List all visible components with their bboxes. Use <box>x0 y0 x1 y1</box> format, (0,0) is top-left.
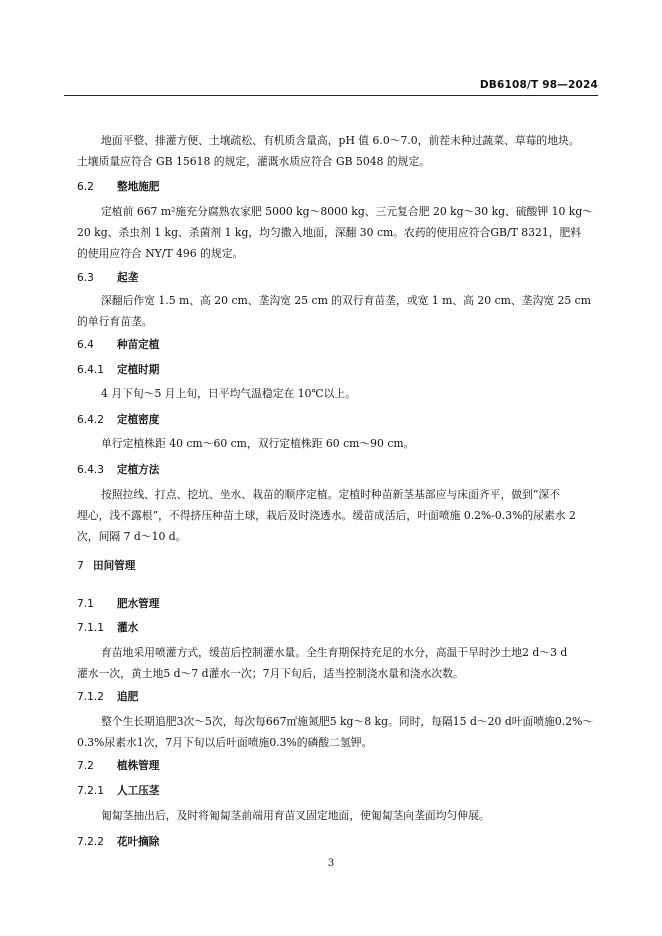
heading-7-2-2 <box>77 834 159 849</box>
paragraph-soil-fertilization <box>77 201 603 264</box>
heading-title: 田间管理 <box>93 560 136 572</box>
heading-number: 7.2.1 <box>77 785 104 797</box>
paragraph-planting-density <box>77 433 603 454</box>
heading-title: 定植方法 <box>117 464 160 476</box>
heading-title: 追肥 <box>117 691 139 703</box>
heading-title: 花叶摘除 <box>117 836 160 848</box>
heading-number: 7.1.1 <box>77 622 104 634</box>
paragraph-site-selection <box>77 130 603 172</box>
document-number: DB6108/T 98—2024 <box>479 79 598 91</box>
text-line: 整个生长期追肥3次～5次，每次每667㎡施氮肥5 kg～8 kg。同时，每隔15 d～20 d叶面喷施0.2%～ <box>101 715 594 728</box>
heading-number: 7.2 <box>77 760 94 772</box>
heading-number: 6.4.1 <box>77 364 104 376</box>
text-line: 20 kg、杀虫剂 1 kg、杀菌剂 1 kg，均匀撒入地面，深翻 30 cm。农药的使用应符合GB/T 8321，肥料 <box>77 226 582 239</box>
text-line: 4 月下旬～5 月上旬，日平均气温稳定在 10℃以上。 <box>101 387 356 400</box>
heading-number: 6.4.3 <box>77 464 104 476</box>
heading-6-2 <box>77 179 159 194</box>
heading-6-4 <box>77 337 159 352</box>
paragraph-irrigation <box>77 642 603 684</box>
paragraph-stolen-pressing <box>77 805 603 826</box>
heading-number: 6.4 <box>77 339 94 351</box>
heading-6-4-1 <box>77 362 159 377</box>
heading-title: 种苗定植 <box>117 339 160 351</box>
heading-number: 7 <box>77 560 84 572</box>
heading-number: 7.2.2 <box>77 836 104 848</box>
text-line: 地面平整、排灌方便、土壤疏松、有机质含量高，pH 值 6.0～7.0，前茬未种过蔬菜、草莓的地块。 <box>101 134 580 147</box>
paragraph-ridging <box>77 290 603 332</box>
heading-title: 定植时期 <box>117 364 160 376</box>
text-line: 的使用应符合 NY/T 496 的规定。 <box>77 247 244 260</box>
text-line: 深翻后作宽 1.5 m、高 20 cm、垄沟宽 25 cm 的双行育苗垄，或宽 1 m、高 20 cm、垄沟宽 25 cm <box>101 294 591 307</box>
paragraph-topdressing <box>77 711 603 753</box>
heading-title: 肥水管理 <box>117 598 160 610</box>
text-line: 的单行育苗垄。 <box>77 315 153 328</box>
heading-7-1-2 <box>77 689 138 704</box>
heading-7-2 <box>77 758 159 773</box>
heading-title: 灌水 <box>117 622 139 634</box>
heading-title: 人工压茎 <box>117 785 160 797</box>
heading-title: 整地施肥 <box>117 181 160 193</box>
text-line: 定植前 667 m²施充分腐熟农家肥 5000 kg～8000 kg、三元复合肥 20 kg～30 kg、硫酸钾 10 kg～ <box>101 205 594 218</box>
paragraph-planting-period <box>77 383 603 404</box>
text-line: 单行定植株距 40 cm～60 cm，双行定植株距 60 cm～90 cm。 <box>101 437 415 450</box>
heading-7 <box>77 558 135 573</box>
heading-number: 6.2 <box>77 181 94 193</box>
text-line: 次，间隔 7 d～10 d。 <box>77 530 187 543</box>
page-number: 3 <box>327 858 335 869</box>
heading-number: 7.1 <box>77 598 94 610</box>
paragraph-planting-method <box>77 484 603 547</box>
heading-title: 定植密度 <box>117 414 160 426</box>
heading-7-2-1 <box>77 783 159 798</box>
text-line: 灌水一次，黄土地5 d～7 d灌水一次；7月下旬后，适当控制浇水量和浇水次数。 <box>77 667 464 680</box>
text-line: 土壤质量应符合 GB 15618 的规定，灌溉水质应符合 GB 5048 的规定。 <box>77 155 431 168</box>
text-line: 匍匐茎抽出后，及时将匍匐茎前端用育苗叉固定地面，使匍匐茎向垄面均匀伸展。 <box>101 809 490 822</box>
heading-number: 6.3 <box>77 272 94 284</box>
heading-number: 6.4.2 <box>77 414 104 426</box>
heading-title: 植株管理 <box>117 760 160 772</box>
text-line: 0.3%尿素水1次，7月下旬以后叶面喷施0.3%的磷酸二氢钾。 <box>77 736 373 749</box>
heading-number: 7.1.2 <box>77 691 104 703</box>
text-line: 育苗地采用喷灌方式，缓苗后控制灌水量。全生育期保持充足的水分，高温干旱时沙土地2 d～3 d <box>101 646 568 659</box>
heading-title: 起垄 <box>117 272 139 284</box>
heading-7-1 <box>77 596 159 611</box>
heading-6-4-3 <box>77 462 159 477</box>
heading-7-1-1 <box>77 620 138 635</box>
text-line: 埋心，浅不露根”，不得挤压种苗土球，栽后及时浇透水。缓苗成活后，叶面喷施 0.2%-0.3%的尿素水 2 <box>77 509 576 522</box>
text-line: 按照拉线、打点、挖坑、坐水、栽苗的顺序定植。定植时种苗新茎基部应与床面齐平，做到“深不 <box>101 488 560 501</box>
heading-6-3 <box>77 270 138 285</box>
heading-6-4-2 <box>77 412 159 427</box>
header-rule <box>64 95 598 96</box>
